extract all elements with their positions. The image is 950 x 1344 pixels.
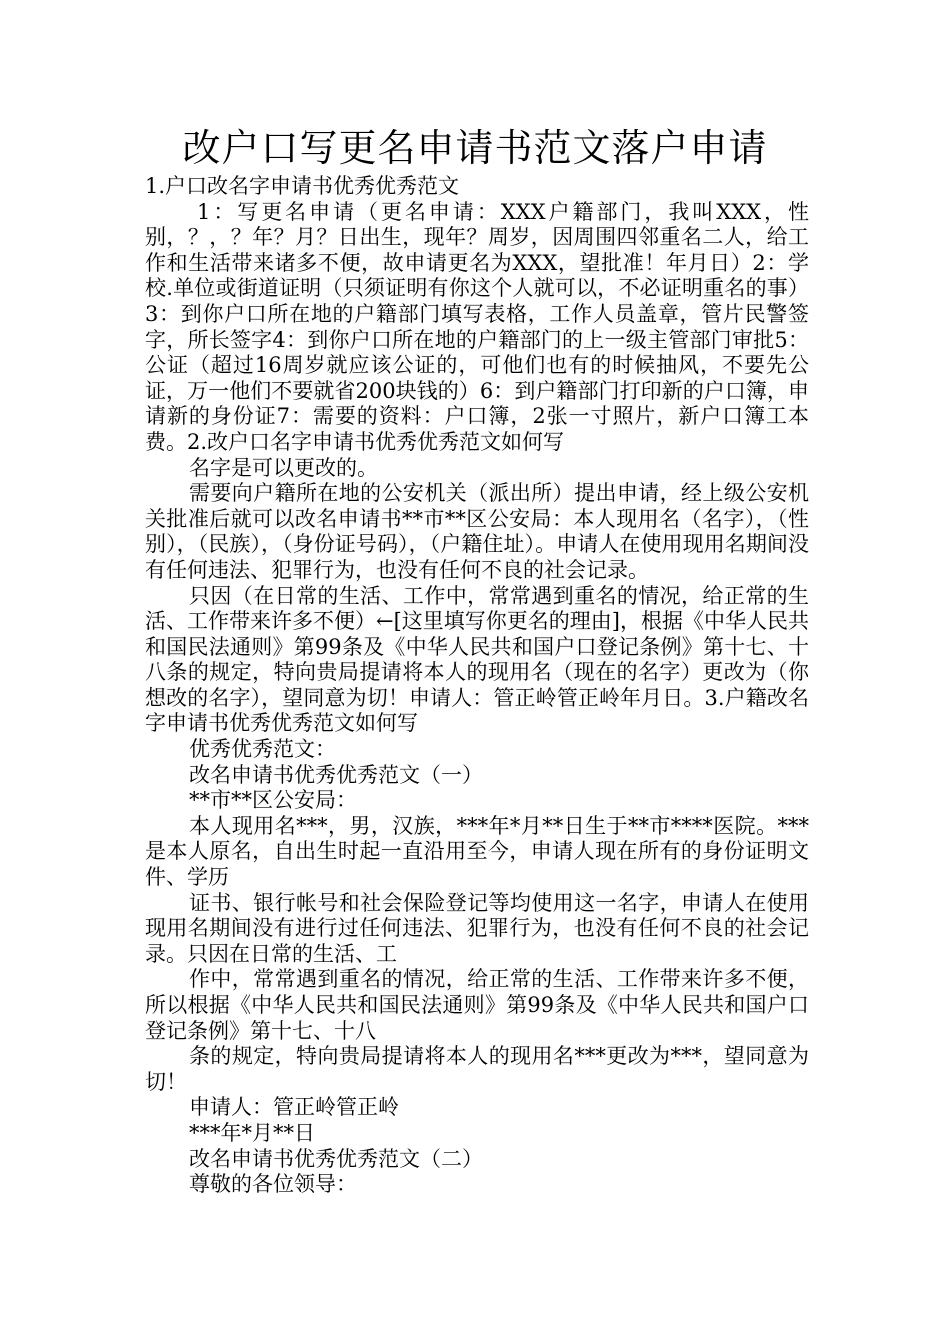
paragraph: 改名申请书优秀优秀范文（一） xyxy=(189,762,483,787)
paragraph: 证书、银行帐号和社会保险登记等均使用这一名字，申请人在使用现用名期间没有进行过任何违法、犯罪行为，也没有任何不良的社会记录。只因在日常的生活、工 xyxy=(145,890,809,966)
paragraph: 需要向户籍所在地的公安机关（派出所）提出申请，经上级公安机关批准后就可以改名申请书**市**区公安局：本人现用名（名字），（性别），（民族），（身份证号码），（户籍住址）。申请人在使用现用名期间没有任何违法、犯罪行为，也没有任何不良的社会记录。 xyxy=(145,481,809,582)
paragraph: 优秀优秀范文： xyxy=(189,737,336,762)
paragraph: 1：写更名申请（更名申请：XXX户籍部门，我叫XXX，性别，？，？年？月？日出生，现年？周岁，因周围四邻重名二人，给工作和生活带来诸多不便，故申请更名为XXX，望批准！年月日）2：学校.单位或街道证明（只须证明有你这个人就可以，不必证明重名的事）3：到你户口所在地的户籍部门填写表格，工作人员盖章，管片民警签字，所长签字4：到你户口所在地的户籍部门的上一级主管部门审批5：公证（超过16周岁就应该公证的，可他们也有的时候抽风，不要先公证，万一他们不要就省200块钱的）6：到户籍部门打印新的户口簿，申请新的身份证7：需要的资料：户口簿，2张一寸照片，新户口簿工本费。2.改户口名字申请书优秀优秀范文如何写 xyxy=(145,199,809,454)
paragraph: 改名申请书优秀优秀范文（二） xyxy=(189,1146,483,1171)
paragraph: 作中，常常遇到重名的情况，给正常的生活、工作带来许多不便，所以根据《中华人民共和国民法通则》第99条及《中华人民共和国户口登记条例》第十七、十八 xyxy=(145,967,809,1043)
paragraph: 本人现用名***，男，汉族，***年*月**日生于**市****医院。***是本人原名，自出生时起一直沿用至今，申请人现在所有的身份证明文件、学历 xyxy=(145,813,809,890)
paragraph: 尊敬的各位领导： xyxy=(189,1172,357,1197)
paragraph: ***年*月**日 xyxy=(189,1120,315,1145)
document-title: 改户口写更名申请书范文落户申请 xyxy=(182,126,768,170)
paragraph: 申请人：管正岭管正岭 xyxy=(189,1095,399,1120)
paragraph: **市**区公安局： xyxy=(189,788,357,813)
paragraph: 1.户口改名字申请书优秀优秀范文 xyxy=(145,174,460,198)
paragraph: 条的规定，特向贵局提请将本人的现用名***更改为***，望同意为切！ xyxy=(145,1044,809,1094)
paragraph: 只因（在日常的生活、工作中，常常遇到重名的情况，给正常的生活、工作带来许多不便）←[这里填写你更名的理由]，根据《中华人民共和国民法通则》第99条及《中华人民共和国户口登记条例》第十七、十八条的规定，特向贵局提请将本人的现用名（现在的名字）更改为（你想改的名字），望同意为切！申请人：管正岭管正岭年月日。3.户籍改名字申请书优秀优秀范文如何写 xyxy=(145,583,809,736)
document-body xyxy=(145,174,809,1198)
paragraph: 名字是可以更改的。 xyxy=(189,455,378,480)
